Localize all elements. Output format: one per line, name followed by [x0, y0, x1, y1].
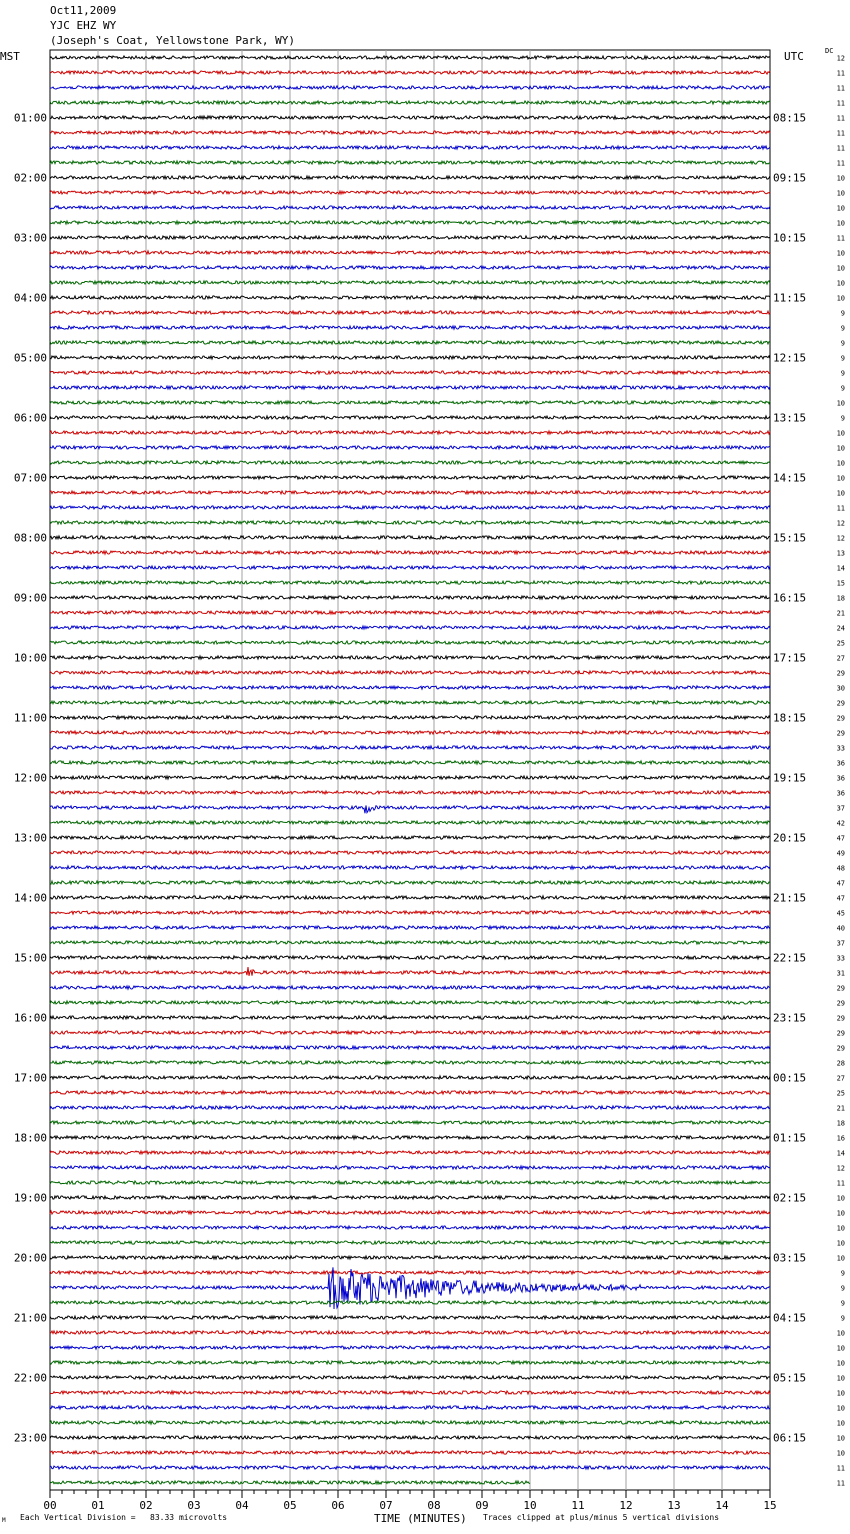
trace-level-label: 37	[836, 804, 845, 813]
trace-line	[50, 416, 770, 419]
trace-level-label: 10	[836, 1224, 845, 1233]
left-hour-label: 02:00	[13, 171, 47, 185]
trace-line	[50, 1256, 770, 1259]
trace-level-label: 14	[836, 564, 845, 573]
x-tick-label: 15	[763, 1499, 777, 1512]
trace-line	[50, 671, 770, 674]
trace-line	[50, 491, 770, 494]
right-hour-label: 04:15	[773, 1311, 807, 1325]
trace-level-label: 10	[836, 219, 845, 228]
trace-line	[50, 1331, 770, 1334]
left-hour-label: 03:00	[13, 231, 47, 245]
x-tick-label: 00	[43, 1499, 57, 1512]
trace-level-label: 11	[836, 1179, 845, 1188]
trace-level-label: 11	[836, 1464, 845, 1473]
trace-line	[50, 311, 770, 314]
trace-level-label: 42	[836, 819, 845, 828]
trace-level-label: 29	[836, 1044, 845, 1053]
trace-level-label: 9	[840, 309, 845, 318]
trace-level-label: 18	[836, 594, 845, 603]
trace-line	[50, 1301, 770, 1304]
trace-line	[50, 371, 770, 374]
trace-line	[50, 776, 770, 779]
right-timezone-label: UTC	[784, 50, 804, 63]
trace-level-label: 10	[836, 279, 845, 288]
trace-level-label: 29	[836, 1029, 845, 1038]
right-hour-label: 16:15	[773, 591, 807, 605]
trace-line	[50, 431, 770, 434]
right-hour-label: 22:15	[773, 951, 807, 965]
dc-label: DC	[825, 47, 834, 55]
scale-note: Each Vertical Division = 83.33 microvolts	[20, 1513, 228, 1522]
trace-level-label: 37	[836, 939, 845, 948]
trace-line	[50, 1151, 770, 1154]
x-tick-label: 05	[283, 1499, 297, 1512]
x-tick-label: 13	[667, 1499, 681, 1512]
trace-level-label: 47	[836, 894, 845, 903]
trace-line	[50, 701, 770, 704]
trace-line	[50, 401, 770, 404]
x-tick-label: 04	[235, 1499, 249, 1512]
trace-line	[50, 206, 770, 209]
trace-line	[50, 1421, 770, 1424]
trace-line	[50, 941, 770, 944]
trace-level-label: 24	[836, 624, 845, 633]
trace-level-label: 33	[836, 954, 845, 963]
station-location: (Joseph's Coat, Yellowstone Park, WY)	[50, 34, 296, 47]
trace-line	[50, 656, 770, 659]
trace-level-label: 9	[840, 1284, 845, 1293]
right-hour-label: 21:15	[773, 891, 807, 905]
right-hour-label: 18:15	[773, 711, 807, 725]
trace-line	[50, 851, 770, 854]
trace-line	[50, 566, 770, 569]
trace-line	[50, 1316, 770, 1319]
left-hour-label: 07:00	[13, 471, 47, 485]
trace-level-label: 10	[836, 399, 845, 408]
trace-level-label: 11	[836, 234, 845, 243]
trace-line	[50, 1406, 770, 1409]
trace-line	[50, 1181, 770, 1184]
trace-line	[50, 521, 770, 524]
trace-level-label: 9	[840, 324, 845, 333]
trace-line	[50, 1271, 770, 1274]
trace-level-label: 14	[836, 1149, 845, 1158]
trace-level-label: 27	[836, 654, 845, 663]
trace-line	[50, 1076, 770, 1079]
trace-line	[50, 1436, 770, 1439]
trace-level-label: 13	[836, 549, 845, 558]
trace-line	[50, 281, 770, 284]
trace-level-label: 11	[836, 144, 845, 153]
trace-line	[50, 986, 770, 989]
trace-level-label: 16	[836, 1134, 845, 1143]
trace-line	[50, 161, 770, 164]
trace-level-label: 11	[836, 129, 845, 138]
trace-level-label: 29	[836, 714, 845, 723]
trace-level-label: 11	[836, 1479, 845, 1488]
right-hour-label: 12:15	[773, 351, 807, 365]
trace-level-label: 27	[836, 1074, 845, 1083]
trace-line	[50, 1031, 770, 1034]
trace-level-label: 29	[836, 729, 845, 738]
trace-line	[50, 761, 770, 764]
trace-level-label: 9	[840, 339, 845, 348]
trace-line	[50, 911, 770, 914]
right-hour-label: 06:15	[773, 1431, 807, 1445]
trace-level-label: 9	[840, 384, 845, 393]
trace-level-label: 18	[836, 1119, 845, 1128]
right-hour-label: 23:15	[773, 1011, 807, 1025]
right-hour-label: 13:15	[773, 411, 807, 425]
right-hour-label: 02:15	[773, 1191, 807, 1205]
trace-level-label: 10	[836, 1209, 845, 1218]
trace-level-label: 9	[840, 1299, 845, 1308]
x-tick-label: 11	[571, 1499, 585, 1512]
trace-line	[50, 506, 770, 509]
trace-level-label: 9	[840, 1314, 845, 1323]
plot-date: Oct11,2009	[50, 4, 117, 17]
trace-line	[50, 446, 770, 449]
trace-level-label: 29	[836, 984, 845, 993]
trace-line	[50, 221, 770, 224]
trace-level-label: 12	[836, 534, 845, 543]
x-tick-label: 08	[427, 1499, 441, 1512]
trace-level-label: 10	[836, 429, 845, 438]
trace-line	[50, 1226, 770, 1229]
trace-level-label: 29	[836, 699, 845, 708]
trace-line	[50, 461, 770, 464]
left-hour-label: 01:00	[13, 111, 47, 125]
x-tick-label: 14	[715, 1499, 729, 1512]
trace-line	[50, 86, 770, 89]
trace-line	[50, 881, 770, 884]
trace-level-label: 10	[836, 1329, 845, 1338]
right-hour-label: 09:15	[773, 171, 807, 185]
trace-level-label: 10	[836, 264, 845, 273]
trace-line	[50, 101, 770, 104]
left-hour-label: 09:00	[13, 591, 47, 605]
trace-line	[50, 596, 770, 599]
trace-line	[50, 356, 770, 359]
trace-level-label: 12	[836, 1164, 845, 1173]
trace-level-label: 29	[836, 669, 845, 678]
trace-level-label: 47	[836, 834, 845, 843]
trace-line	[50, 967, 770, 976]
trace-level-label: 29	[836, 1014, 845, 1023]
trace-line	[50, 1241, 770, 1244]
trace-line	[50, 1001, 770, 1004]
right-hour-label: 05:15	[773, 1371, 807, 1385]
trace-level-label: 9	[840, 354, 845, 363]
x-tick-label: 09	[475, 1499, 489, 1512]
trace-level-label: 10	[836, 1404, 845, 1413]
trace-level-label: 31	[836, 969, 845, 978]
trace-line	[50, 386, 770, 389]
trace-level-label: 30	[836, 684, 845, 693]
trace-line	[50, 191, 770, 194]
trace-level-label: 10	[836, 1359, 845, 1368]
left-hour-label: 15:00	[13, 951, 47, 965]
trace-line	[50, 131, 770, 134]
trace-level-label: 10	[836, 249, 845, 258]
right-hour-label: 11:15	[773, 291, 807, 305]
trace-level-label: 36	[836, 774, 845, 783]
trace-level-label: 25	[836, 1089, 845, 1098]
right-hour-label: 20:15	[773, 831, 807, 845]
trace-line	[50, 746, 770, 749]
left-hour-label: 08:00	[13, 531, 47, 545]
trace-level-label: 40	[836, 924, 845, 933]
right-hour-label: 03:15	[773, 1251, 807, 1265]
left-hour-label: 05:00	[13, 351, 47, 365]
trace-level-label: 11	[836, 69, 845, 78]
trace-line	[50, 551, 770, 554]
trace-level-label: 9	[840, 414, 845, 423]
trace-line	[50, 1391, 770, 1394]
trace-level-label: 10	[836, 1449, 845, 1458]
trace-level-label: 11	[836, 114, 845, 123]
trace-level-label: 36	[836, 759, 845, 768]
trace-line	[50, 266, 770, 269]
trace-level-label: 10	[836, 174, 845, 183]
trace-level-label: 10	[836, 1344, 845, 1353]
trace-level-label: 10	[836, 1419, 845, 1428]
trace-line	[50, 1046, 770, 1049]
trace-level-label: 10	[836, 1389, 845, 1398]
trace-line	[50, 791, 770, 794]
left-hour-label: 21:00	[13, 1311, 47, 1325]
trace-line	[50, 731, 770, 734]
left-hour-label: 23:00	[13, 1431, 47, 1445]
x-tick-label: 03	[187, 1499, 201, 1512]
trace-level-label: 10	[836, 1374, 845, 1383]
station-code: YJC EHZ WY	[50, 19, 117, 32]
x-tick-label: 12	[619, 1499, 633, 1512]
x-tick-label: 10	[523, 1499, 537, 1512]
trace-line	[50, 1016, 770, 1019]
trace-level-label: 25	[836, 639, 845, 648]
trace-line	[50, 536, 770, 539]
trace-level-label: 12	[836, 54, 845, 63]
trace-line	[50, 686, 770, 689]
trace-line	[50, 805, 770, 813]
trace-line	[50, 476, 770, 479]
right-hour-label: 08:15	[773, 111, 807, 125]
trace-level-label: 11	[836, 84, 845, 93]
trace-line	[50, 116, 770, 119]
trace-level-label: 10	[836, 459, 845, 468]
right-hour-label: 10:15	[773, 231, 807, 245]
trace-line	[50, 1196, 770, 1199]
trace-line	[50, 1211, 770, 1214]
trace-line	[50, 236, 770, 239]
left-hour-label: 06:00	[13, 411, 47, 425]
left-timezone-label: MST	[0, 50, 20, 63]
right-hour-label: 19:15	[773, 771, 807, 785]
trace-level-label: 11	[836, 159, 845, 168]
x-tick-label: 01	[91, 1499, 105, 1512]
left-hour-label: 11:00	[13, 711, 47, 725]
left-hour-label: 04:00	[13, 291, 47, 305]
trace-line	[50, 1451, 770, 1454]
trace-line	[50, 146, 770, 149]
trace-level-label: 10	[836, 444, 845, 453]
trace-line	[50, 1466, 770, 1469]
trace-level-label: 45	[836, 909, 845, 918]
x-axis-title: TIME (MINUTES)	[374, 1512, 467, 1525]
trace-level-label: 33	[836, 744, 845, 753]
left-hour-label: 18:00	[13, 1131, 47, 1145]
trace-level-label: 11	[836, 99, 845, 108]
left-hour-label: 19:00	[13, 1191, 47, 1205]
trace-level-label: 10	[836, 489, 845, 498]
trace-line	[50, 176, 770, 179]
trace-line	[50, 1136, 770, 1139]
trace-level-label: 10	[836, 1194, 845, 1203]
left-hour-label: 14:00	[13, 891, 47, 905]
trace-level-label: 10	[836, 294, 845, 303]
trace-line	[50, 1061, 770, 1064]
trace-level-label: 10	[836, 474, 845, 483]
trace-level-label: 47	[836, 879, 845, 888]
trace-level-label: 10	[836, 1254, 845, 1263]
left-hour-label: 17:00	[13, 1071, 47, 1085]
trace-line	[50, 1106, 770, 1109]
trace-level-label: 10	[836, 204, 845, 213]
right-hour-label: 01:15	[773, 1131, 807, 1145]
trace-level-label: 9	[840, 1269, 845, 1278]
trace-level-label: 21	[836, 1104, 845, 1113]
trace-level-label: 12	[836, 519, 845, 528]
trace-line	[50, 326, 770, 329]
left-hour-label: 20:00	[13, 1251, 47, 1265]
trace-line	[50, 1361, 770, 1364]
trace-level-label: 11	[836, 504, 845, 513]
trace-line	[50, 296, 770, 299]
right-hour-label: 14:15	[773, 471, 807, 485]
trace-line	[50, 611, 770, 614]
trace-level-label: 28	[836, 1059, 845, 1068]
trace-line	[50, 866, 770, 869]
trace-line	[50, 1376, 770, 1379]
trace-level-label: 29	[836, 999, 845, 1008]
trace-level-label: 9	[840, 369, 845, 378]
trace-line	[50, 56, 770, 59]
left-hour-label: 22:00	[13, 1371, 47, 1385]
trace-level-label: 36	[836, 789, 845, 798]
trace-line	[50, 251, 770, 254]
trace-line	[50, 716, 770, 719]
trace-line	[50, 71, 770, 74]
trace-level-label: 10	[836, 189, 845, 198]
trace-line	[50, 956, 770, 959]
trace-line	[50, 821, 770, 824]
trace-level-label: 21	[836, 609, 845, 618]
trace-line	[50, 341, 770, 344]
trace-line	[50, 1346, 770, 1349]
x-tick-label: 02	[139, 1499, 153, 1512]
x-tick-label: 07	[379, 1499, 393, 1512]
left-hour-label: 10:00	[13, 651, 47, 665]
trace-line	[50, 1166, 770, 1169]
trace-line	[50, 1091, 770, 1094]
trace-line	[50, 926, 770, 929]
right-hour-label: 17:15	[773, 651, 807, 665]
left-hour-label: 13:00	[13, 831, 47, 845]
clip-note: Traces clipped at plus/minus 5 vertical divisions	[483, 1513, 720, 1522]
x-tick-label: 06	[331, 1499, 345, 1512]
left-hour-label: 16:00	[13, 1011, 47, 1025]
trace-line	[50, 896, 770, 899]
trace-level-label: 10	[836, 1434, 845, 1443]
trace-line	[50, 836, 770, 839]
right-hour-label: 15:15	[773, 531, 807, 545]
trace-level-label: 49	[836, 849, 845, 858]
footer-mark: M	[2, 1517, 6, 1524]
trace-line	[50, 1121, 770, 1124]
right-hour-label: 00:15	[773, 1071, 807, 1085]
trace-line	[50, 581, 770, 584]
trace-line	[50, 626, 770, 629]
trace-line	[50, 641, 770, 644]
left-hour-label: 12:00	[13, 771, 47, 785]
trace-level-label: 15	[836, 579, 845, 588]
trace-level-label: 48	[836, 864, 845, 873]
trace-level-label: 10	[836, 1239, 845, 1248]
